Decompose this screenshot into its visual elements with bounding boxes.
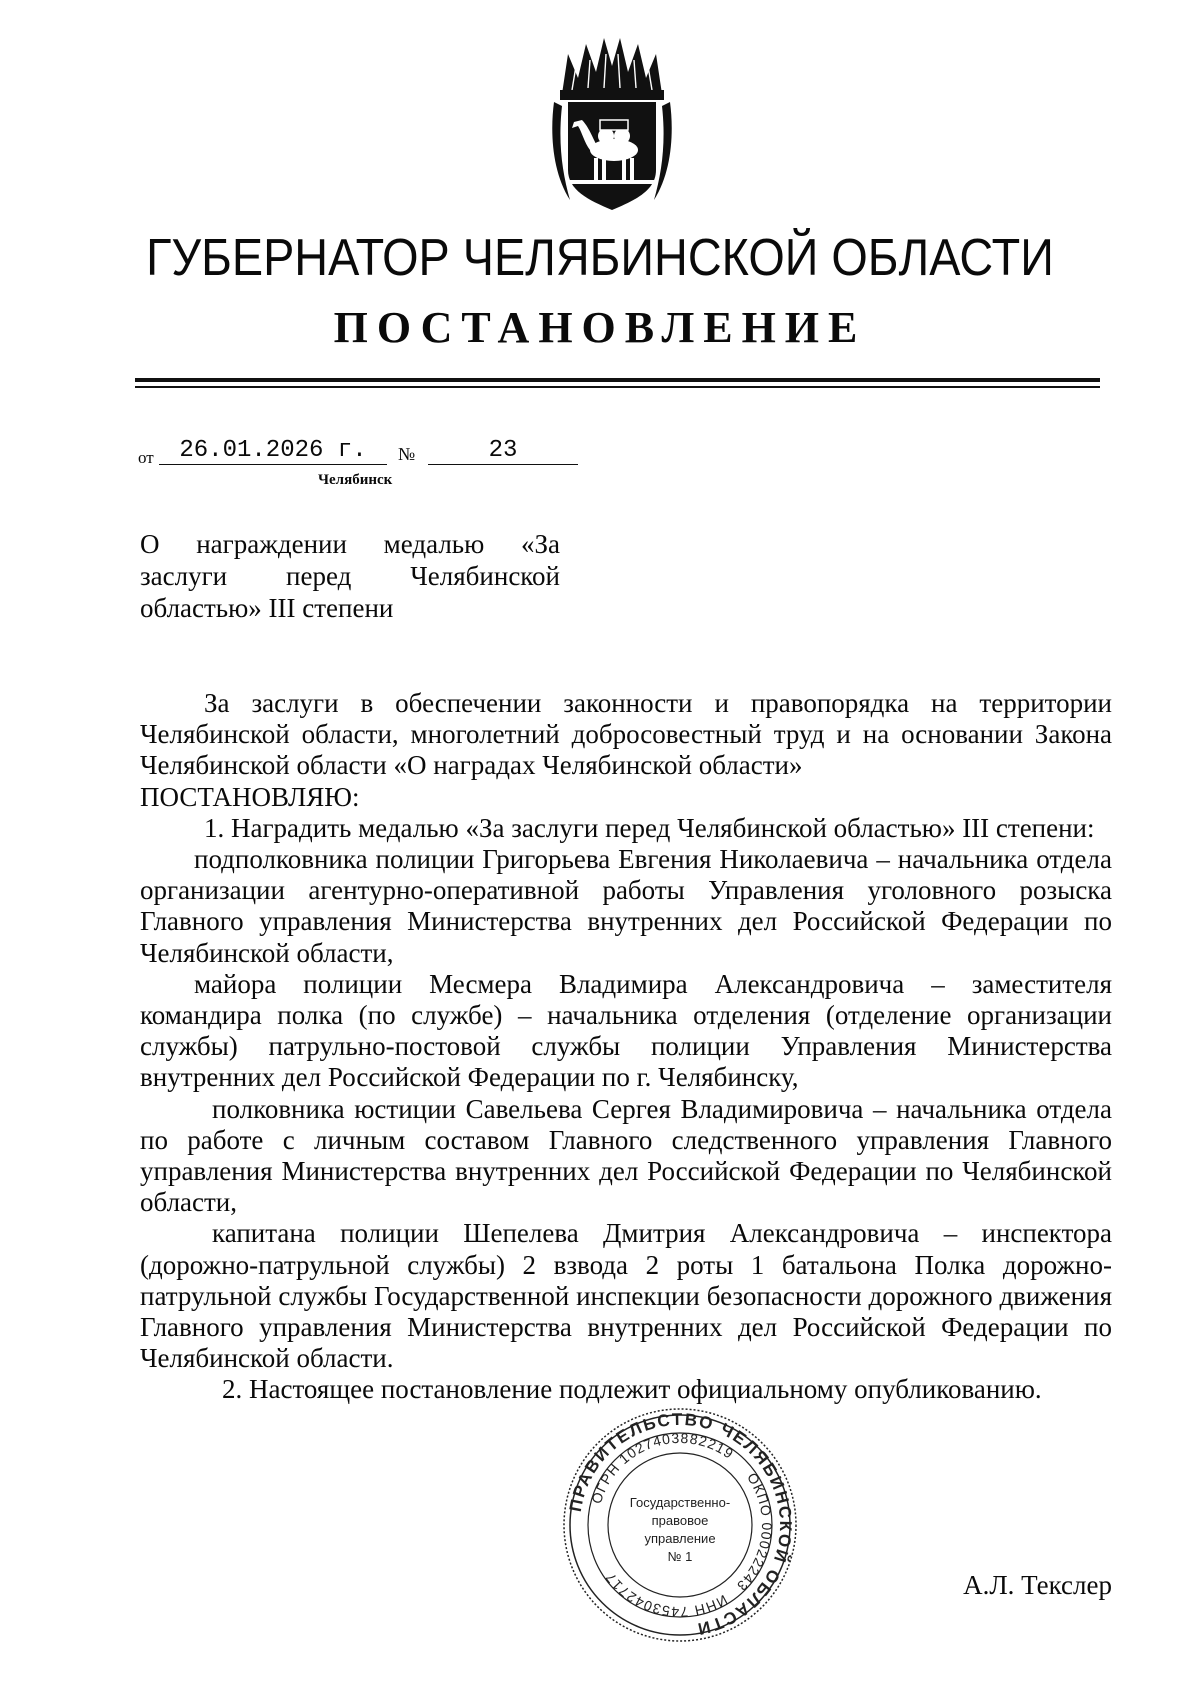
city-label: Челябинск [318,472,393,488]
subject-line: О награждении медалью «За [140,529,560,559]
subject-line: областью» III степени [140,593,394,623]
seal-center-line: Государственно- [629,1495,731,1510]
seal-inn: ИНН 7453042717 [601,1569,731,1621]
header-divider-thin [135,386,1100,388]
official-seal-stamp [560,1405,800,1645]
seal-center-line: правовое [651,1513,709,1528]
subject-line: заслуги перед Челябинской [140,561,560,591]
coat-of-arms-icon [548,32,676,214]
governor-title: ГУБЕРНАТОР ЧЕЛЯБИНСКОЙ ОБЛАСТИ [146,229,1054,287]
awardee-paragraph: подполковника полиции Григорьева Евгения Николаевича – начальника отдела организации агентурно-оперативной работы Управления уголовного розыска Главного управления Министерства внутренних дел Российской Федерации по Челябинской области, [140,844,1112,968]
document-body [140,688,1112,1406]
document-type-heading: ПОСТАНОВЛЕНИЕ [333,303,867,352]
header-divider [135,378,1100,382]
seal-center-line: № 1 [667,1549,693,1564]
number-label: № [398,444,416,464]
item-1-paragraph: 1. Наградить медалью «За заслуги перед Челябинской областью» III степени: [204,812,1095,843]
document-number: 23 [428,438,578,465]
seal-center-line: управление [644,1531,716,1546]
awardee-paragraph: майора полиции Месмера Владимира Александровича – заместителя командира полка (по службе) – начальника отделения (отделение организации службы) патрульно-постовой службы полиции Управления Министерства внутренних дел Российской Федерации по г. Челябинску, [140,968,1112,1093]
seal-okpo: ОКПО 00022243 [733,1469,776,1595]
awardee-paragraph: капитана полиции Шепелева Дмитрия Александровича – инспектора (дорожно-патрульной службы) 2 взвода 2 роты 1 батальона Полка дорожно-патрульной службы Государственной инспекции безопасности дорожного движения Главного управления Министерства внутренних дел Российской Федерации по Челябинской области. [140,1218,1112,1374]
from-label: от [138,448,154,467]
seal-outer-text: ПРАВИТЕЛЬСТВО ЧЕЛЯБИНСКОЙ ОБЛАСТИ [565,1409,796,1639]
preamble-paragraph: За заслуги в обеспечении законности и правопорядка на территории Челябинской области, многолетний добросовестный труд и на основании Закона Челябинской области «О наградах Челябинской области» [140,688,1112,781]
date-number-line [138,438,588,466]
item-2-paragraph: 2. Настоящее постановление подлежит официальному опубликованию. [222,1374,1042,1405]
seal-ogrn: ОГРН 1027403882219 [588,1429,737,1506]
document-date: 26.01.2026 г. [159,438,387,465]
document-subject [140,528,560,624]
signatory-name: А.Л. Текслер [963,1570,1112,1600]
decree-word: ПОСТАНОВЛЯЮ: [140,781,360,812]
awardee-paragraph: полковника юстиции Савельева Сергея Владимировича – начальника отдела по работе с личным составом Главного следственного управления Главного управления Министерства внутренних дел Российской Федерации по Челябинской области, [140,1093,1112,1218]
svg-text:ИНН 7453042717 [602,1569,731,1620]
